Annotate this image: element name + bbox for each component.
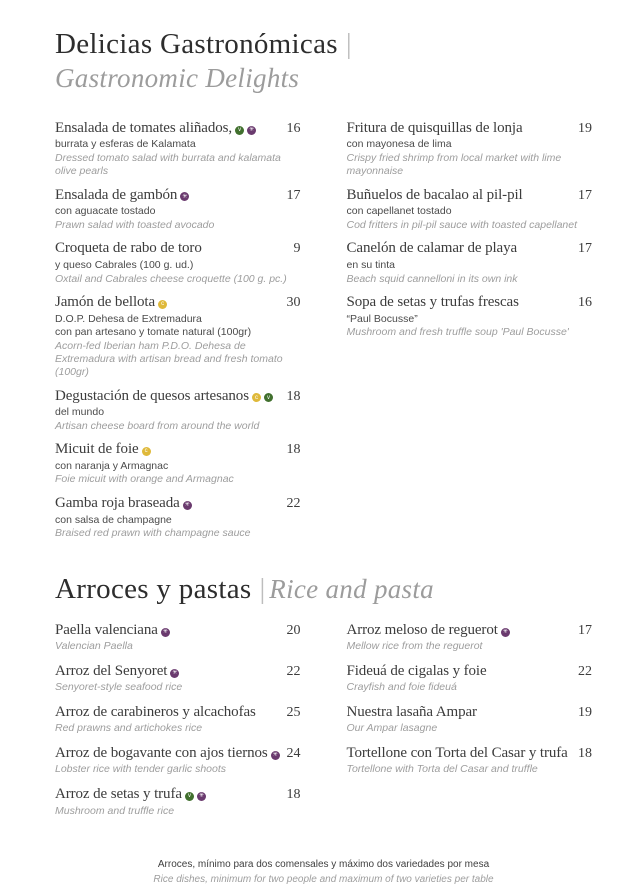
- menu-item-subtitle: burrata y esferas de Kalamata: [55, 138, 196, 151]
- menu-item-subtitle: con salsa de champagne: [55, 513, 172, 526]
- menu-item-price: 18: [286, 388, 301, 404]
- menu-item-header: [347, 240, 593, 257]
- menu-item-price: 16: [286, 121, 301, 136]
- menu-item-description: Valencian Paella: [55, 640, 133, 653]
- menu-item: [55, 120, 301, 178]
- menu-item-name: Tortellone con Torta del Casar y trufa: [346, 745, 568, 762]
- section-title-es: Arroces y pastas: [55, 573, 252, 606]
- menu-item-name: Ensalada de gambón ✳: [55, 187, 195, 204]
- dietary-purple-icon: ✳: [180, 192, 189, 201]
- menu-item-name: Nuestra lasaña Ampar: [346, 704, 477, 721]
- dietary-purple-icon: ✳: [170, 669, 179, 678]
- menu-item: [347, 663, 593, 694]
- menu-item-header: [347, 704, 593, 721]
- menu-item-price: 22: [286, 496, 301, 512]
- menu-item-price: 18: [578, 746, 592, 762]
- menu-column-left: [55, 120, 301, 549]
- menu-item: [347, 120, 593, 178]
- menu-item-description: Foie micuit with orange and Armagnac: [55, 473, 234, 486]
- menu-item-name: Arroz meloso de reguerot ✳: [347, 622, 516, 639]
- section-title-separator: |: [259, 573, 266, 606]
- menu-item-description: Mushroom and fresh truffle soup 'Paul Bocusse': [346, 326, 569, 339]
- menu-item: [55, 240, 301, 285]
- menu-item-header: [55, 388, 301, 405]
- menu-item-subtitle: D.O.P. Dehesa de Extremadura: [55, 312, 202, 325]
- section-title-en: Gastronomic Delights: [55, 63, 300, 93]
- menu-item: [347, 240, 593, 285]
- menu-item-header: [347, 663, 593, 680]
- menu-item-name: Canelón de calamar de playa: [346, 240, 518, 257]
- menu-item-name: Degustación de quesos artesanos c v: [55, 388, 279, 405]
- menu-item-description: Oxtail and Cabrales cheese croquette (100 g. pc.): [55, 272, 287, 285]
- menu-item-price: 17: [578, 623, 592, 639]
- menu-item-description: Acorn-fed Iberian ham P.D.O. Dehesa de Extremadura with artisan bread and fresh tomato (100gr): [55, 340, 283, 378]
- dietary-gold-icon: c: [158, 300, 167, 309]
- menu-item-description: Senyoret-style seafood rice: [55, 681, 183, 694]
- footer-note: [55, 857, 592, 887]
- menu-item-description: Prawn salad with toasted avocado: [55, 218, 215, 231]
- section-arroces-items: [55, 622, 592, 827]
- menu-item-name: Arroz de bogavante con ajos tiernos ✳: [55, 745, 286, 762]
- menu-item-price: 9: [293, 241, 301, 257]
- menu-item-header: [55, 786, 301, 803]
- menu-item: [55, 786, 301, 817]
- menu-item-subtitle: con pan artesano y tomate natural (100gr): [55, 326, 252, 339]
- dietary-green-icon: v: [264, 393, 273, 402]
- menu-item-name: Micuit de foie c: [55, 441, 157, 458]
- menu-item: [55, 745, 301, 776]
- dietary-green-icon: v: [185, 792, 194, 801]
- menu-item-subtitle: y queso Cabrales (100 g. ud.): [55, 258, 194, 271]
- menu-item-name: Arroz del Senyoret ✳: [55, 663, 185, 680]
- menu-column-right: [347, 120, 593, 549]
- menu-item: [55, 495, 301, 540]
- menu-item-header: [55, 663, 301, 680]
- menu-item-header: [55, 120, 301, 137]
- section-title-separator: |: [345, 28, 352, 60]
- menu-item-description: Braised red prawn with champagne sauce: [55, 527, 251, 540]
- section-title-es: Delicias Gastronómicas: [55, 28, 338, 60]
- menu-item-description: Our Ampar lasagne: [346, 722, 438, 735]
- section-title-en: Rice and pasta: [269, 574, 434, 605]
- section-header-arroces: [55, 573, 592, 606]
- menu-item-header: [347, 622, 593, 639]
- menu-item-price: 20: [286, 623, 301, 639]
- menu-item-subtitle: con naranja y Armagnac: [55, 459, 169, 472]
- section-header-delicias: [55, 28, 592, 94]
- menu-column-left: [55, 622, 301, 827]
- menu-item-name: Croqueta de rabo de toro: [55, 240, 202, 257]
- dietary-gold-icon: c: [142, 447, 151, 456]
- menu-column-right: [347, 622, 593, 827]
- dietary-purple-icon: ✳: [501, 628, 510, 637]
- menu-item: [347, 294, 593, 339]
- menu-item-description: Lobster rice with tender garlic shoots: [55, 763, 226, 776]
- dietary-green-icon: v: [235, 126, 244, 135]
- menu-item-name: Gamba roja braseada ✳: [55, 495, 198, 512]
- dietary-gold-icon: c: [252, 393, 261, 402]
- menu-item-price: 24: [286, 746, 301, 762]
- menu-item: [347, 704, 593, 735]
- dietary-purple-icon: ✳: [271, 751, 280, 760]
- menu-item: [347, 745, 593, 776]
- menu-item-subtitle: con capellanet tostado: [346, 204, 452, 217]
- menu-item-description: Beach squid cannelloni in its own ink: [346, 272, 518, 285]
- menu-item-header: [55, 441, 301, 458]
- menu-item-price: 30: [286, 295, 301, 311]
- menu-item-price: 18: [286, 787, 301, 803]
- footer-note-es: Arroces, mínimo para dos comensales y máximo dos variedades por mesa: [157, 859, 490, 871]
- menu-item-description: Mellow rice from the reguerot: [346, 640, 483, 653]
- menu-item: [55, 663, 301, 694]
- menu-item-description: Crispy fried shrimp from local market with lime mayonnaise: [346, 152, 562, 177]
- menu-item-name: Paella valenciana ✳: [55, 622, 176, 639]
- menu-item-description: Red prawns and artichokes rice: [55, 722, 203, 735]
- menu-item-description: Cod fritters in pil-pil sauce with toasted capellanet: [346, 218, 578, 231]
- menu-item-header: [55, 187, 301, 204]
- menu-item: [55, 187, 301, 232]
- menu-item: [55, 441, 301, 486]
- menu-item: [55, 388, 301, 433]
- menu-item-header: [55, 704, 301, 721]
- dietary-purple-icon: ✳: [183, 501, 192, 510]
- menu-item-subtitle: con mayonesa de lima: [346, 138, 452, 151]
- menu-item-subtitle: “Paul Bocusse”: [346, 312, 418, 325]
- menu-item-name: Arroz de carabineros y alcachofas: [55, 704, 256, 721]
- menu-item-name: Buñuelos de bacalao al pil-pil: [346, 186, 523, 203]
- menu-item-name: Fideuá de cigalas y foie: [346, 663, 487, 680]
- menu-item-name: Fritura de quisquillas de lonja: [346, 120, 523, 136]
- menu-item-header: [55, 622, 301, 639]
- dietary-purple-icon: ✳: [247, 126, 256, 135]
- menu-item-price: 19: [578, 705, 592, 721]
- menu-item-price: 22: [286, 664, 301, 680]
- menu-item: [347, 622, 593, 653]
- menu-item-price: 22: [578, 664, 592, 680]
- menu-item-price: 25: [286, 705, 301, 721]
- menu-item-header: [347, 120, 593, 137]
- menu-item-name: Sopa de setas y trufas frescas: [346, 294, 519, 311]
- menu-item-header: [55, 294, 301, 311]
- menu-item-name: Ensalada de tomates aliñados, v ✳: [55, 120, 262, 137]
- menu-item-price: 17: [578, 187, 592, 203]
- menu-item-price: 19: [578, 121, 592, 136]
- menu-item-description: Tortellone with Torta del Casar and truffle: [346, 763, 538, 776]
- menu-item-description: Artisan cheese board from around the world: [55, 419, 260, 432]
- menu-item-name: Jamón de bellota c: [55, 294, 173, 311]
- menu-item-subtitle: con aguacate tostado: [55, 204, 156, 217]
- menu-item-header: [55, 745, 301, 762]
- menu-item-price: 17: [286, 187, 301, 203]
- menu-item-header: [55, 240, 301, 257]
- menu-item-description: Mushroom and truffle rice: [55, 804, 175, 817]
- menu-item-description: Crayfish and foie fideuá: [346, 681, 457, 694]
- menu-item: [347, 187, 593, 232]
- menu-item-header: [347, 294, 593, 311]
- menu-item-header: [347, 187, 593, 204]
- section-delicias-items: [55, 120, 592, 549]
- menu-item: [55, 294, 301, 378]
- menu-item-price: 17: [578, 241, 592, 257]
- menu-item: [55, 704, 301, 735]
- dietary-purple-icon: ✳: [161, 628, 170, 637]
- footer-note-en: Rice dishes, minimum for two people and maximum of two varieties per table: [153, 874, 494, 886]
- menu-item-name: Arroz de setas y trufa v ✳: [55, 786, 212, 803]
- menu-item-header: [55, 495, 301, 512]
- menu-item-header: [347, 745, 593, 762]
- menu-item-subtitle: del mundo: [55, 405, 105, 418]
- menu-item-subtitle: en su tinta: [346, 258, 395, 271]
- menu-item: [55, 622, 301, 653]
- menu-item-price: 18: [286, 442, 301, 458]
- dietary-purple-icon: ✳: [197, 792, 206, 801]
- menu-item-price: 16: [578, 295, 592, 311]
- menu-item-description: Dressed tomato salad with burrata and kalamata olive pearls: [55, 152, 281, 177]
